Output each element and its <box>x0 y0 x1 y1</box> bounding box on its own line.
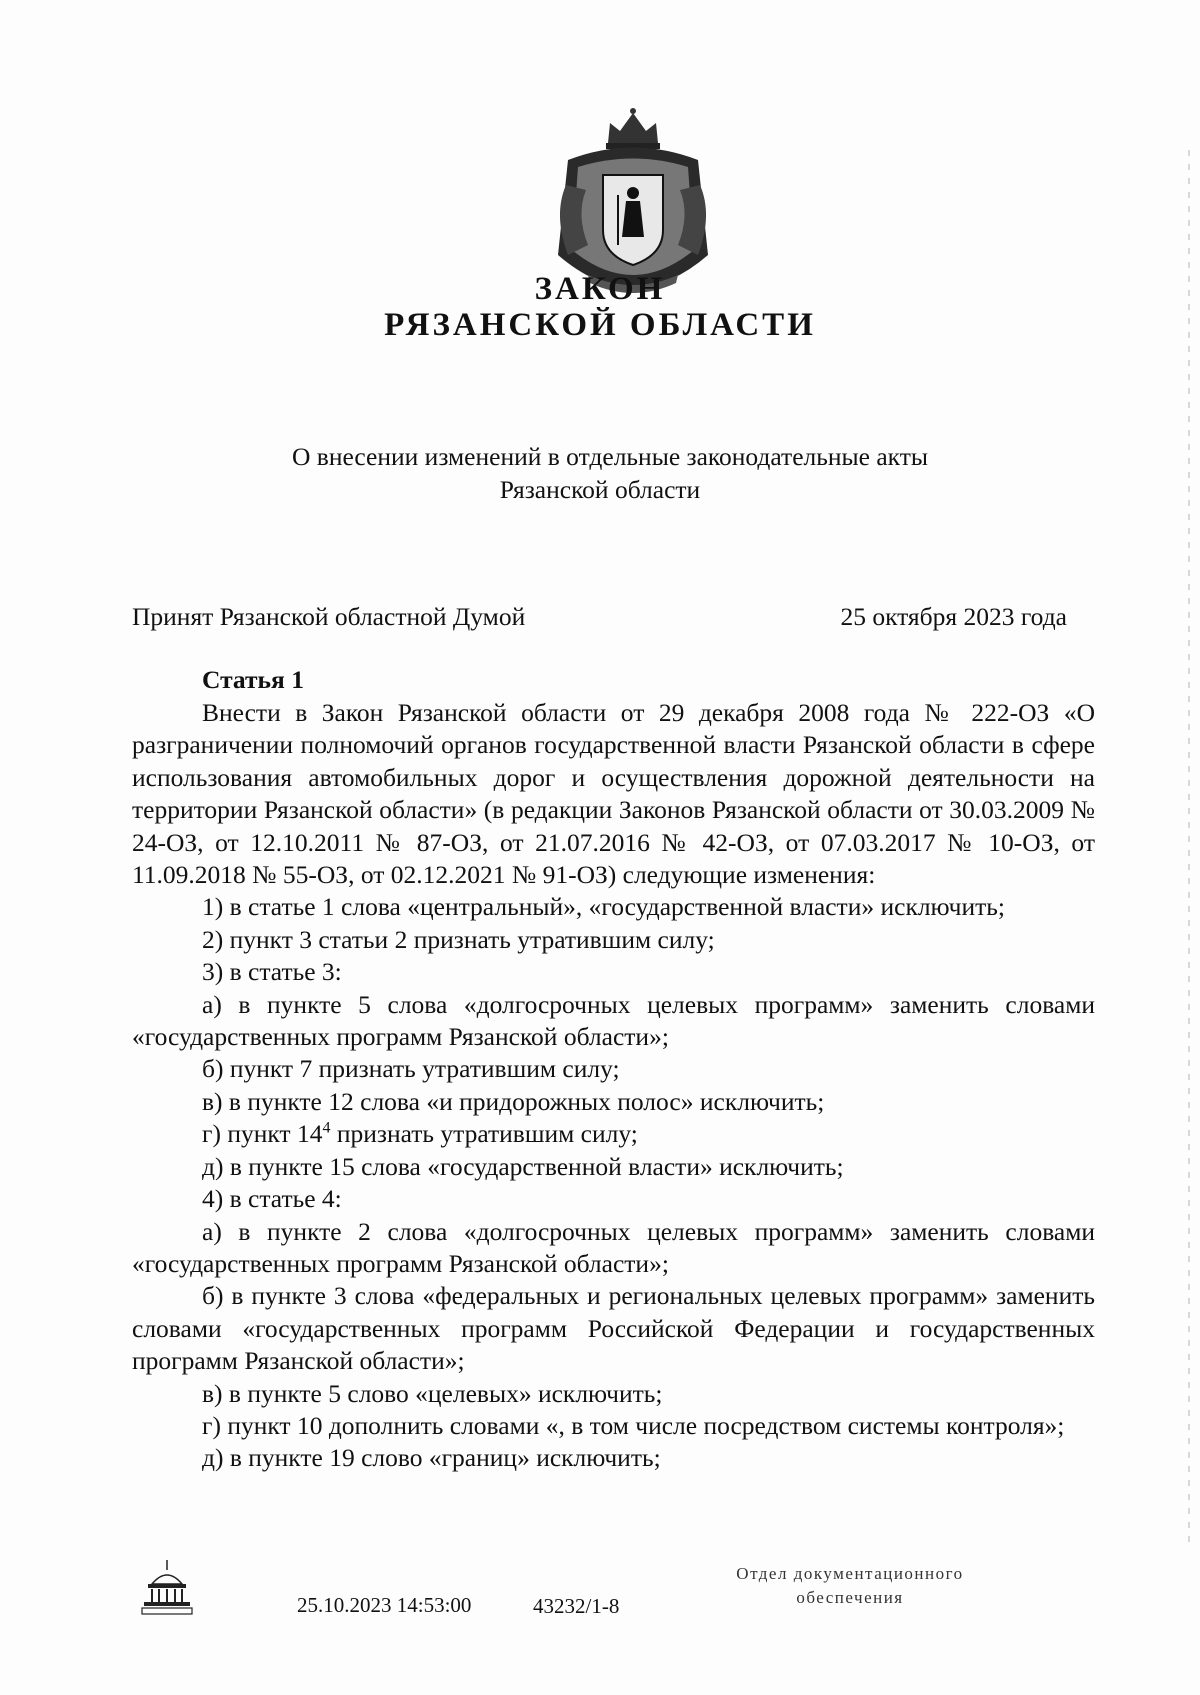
paragraph-item: 4) в статье 4: <box>202 1184 342 1214</box>
paragraph-item: в) в пункте 5 слово «целевых» исключить; <box>202 1378 663 1408</box>
paragraph-item: а) в пункте 5 слова «долгосрочных целевых программ» заменить словами «государственных программ Рязанской области»; <box>132 989 1095 1052</box>
adoption-row <box>132 600 1067 633</box>
paragraph-item: в) в пункте 12 слова «и придорожных полос» исключить; <box>202 1086 825 1116</box>
stamp-line2: обеспечения <box>796 1588 904 1607</box>
law-title-line2: РЯЗАНСКОЙ ОБЛАСТИ <box>384 307 816 343</box>
adopted-by-text: Принят Рязанской областной Думой <box>132 602 526 631</box>
article-heading: Статья 1 <box>202 665 304 694</box>
scan-edge-artifact <box>1188 150 1190 1550</box>
paragraph-item-end: признать утратившим силу; <box>330 1119 638 1149</box>
paragraph-item: а) в пункте 2 слова «долгосрочных целевых программ» заменить словами «государственных программ Рязанской области»; <box>132 1216 1095 1278</box>
paragraph-item: д) в пункте 15 слова «государственной власти» исключить; <box>202 1151 844 1181</box>
paragraph-item: б) в пункте 3 слова «федеральных и региональных целевых программ» заменить словами «государственных программ Российской Федерации и государственных программ Рязанской области»; <box>132 1281 1095 1376</box>
paragraph-item: г) пункт 10 дополнить словами «, в том числе посредством системы контроля»; <box>202 1410 1065 1440</box>
paragraph-item: 1) в статье 1 слова «центральный», «государственной власти» исключить; <box>202 892 1005 922</box>
footer-doc-number: 43232/1-8 <box>533 1594 620 1618</box>
law-title-line1: ЗАКОН <box>534 271 666 307</box>
department-stamp <box>700 1562 1000 1610</box>
paragraph-item-start: г) пункт 14 <box>202 1119 323 1149</box>
paragraph-item: д) в пункте 19 слово «границ» исключить; <box>202 1443 661 1473</box>
paragraph-item: 2) пункт 3 статьи 2 признать утратившим силу; <box>202 924 715 954</box>
paragraph-item <box>132 1118 1095 1150</box>
adoption-date: 25 октября 2023 года <box>840 602 1067 631</box>
paragraph-intro: Внести в Закон Рязанской области от 29 декабря 2008 года № 222-ОЗ «О разграничении полномочий органов государственной власти Рязанской области в сфере использования автомобильных дорог и осуществления дорожной деятельности на территории Рязанской области» (в редакции Законов Рязанской области от 30.03.2009 № 24-ОЗ, от 12.10.2011 № 87-ОЗ, от 21.07.2016 № 42-ОЗ, от 07.03.2017 № 10-ОЗ, от 11.09.2018 № 55-ОЗ, от 02.12.2021 № 91-ОЗ) следующие изменения: <box>132 698 1095 890</box>
paragraph-item: 3) в статье 3: <box>202 957 342 987</box>
footer-timestamp: 25.10.2023 14:53:00 <box>297 1593 472 1617</box>
paragraph-item: б) пункт 7 признать утратившим силу; <box>202 1054 620 1084</box>
duma-building-logo <box>140 1558 194 1616</box>
superscript-4: 4 <box>322 1119 331 1137</box>
stamp-line1: Отдел документационного <box>736 1564 964 1583</box>
subject-line1: О внесении изменений в отдельные законодательные акты <box>291 442 928 471</box>
article-body <box>132 697 1095 1475</box>
subject-line2: Рязанской области <box>499 475 701 504</box>
